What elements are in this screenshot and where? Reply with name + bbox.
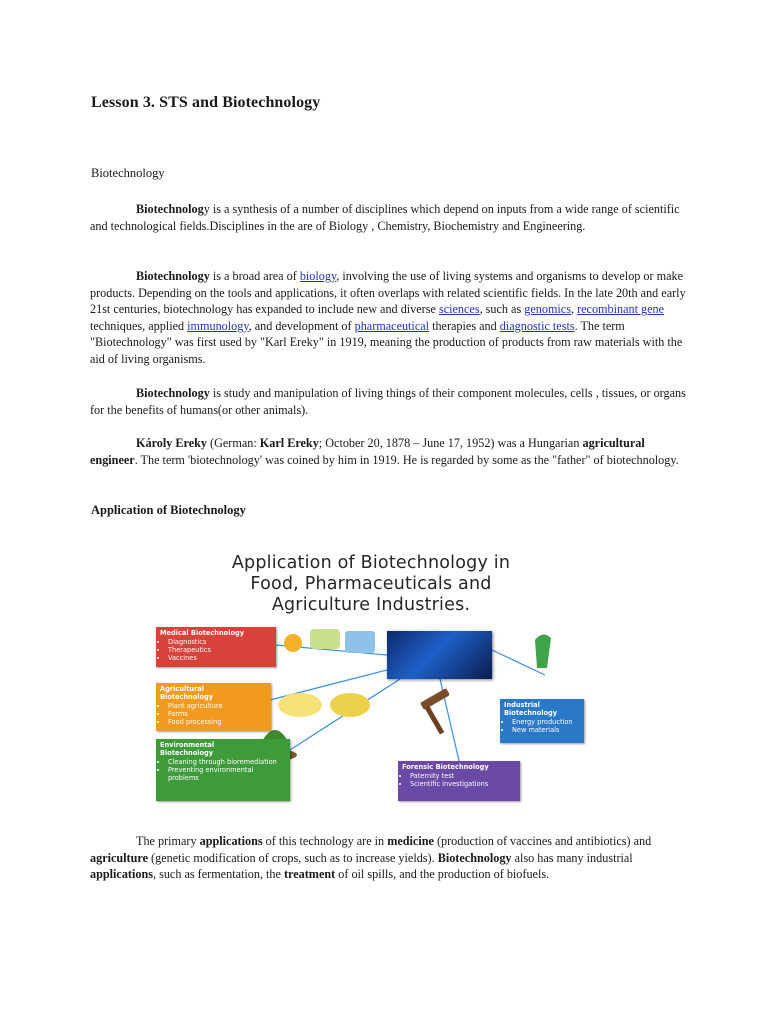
term-bold: treatment bbox=[283, 867, 336, 882]
term-bold: applications bbox=[199, 834, 263, 848]
box-item: • New materials bbox=[512, 726, 580, 734]
paragraph-text: therapies and bbox=[429, 318, 500, 333]
syringe-illustration bbox=[310, 629, 340, 649]
dna-cell-illustration bbox=[387, 631, 492, 679]
box-title: Industrial bbox=[504, 701, 540, 709]
paragraph-ereky bbox=[90, 435, 686, 468]
agricultural-biotech-box bbox=[156, 683, 271, 731]
term-bold: medicine bbox=[387, 834, 434, 848]
paragraph-text: ; October 20, 1878 – June 17, 1952) was a Hungarian bbox=[318, 436, 583, 450]
paragraph-text: of oil spills, and the production of biofuels. bbox=[335, 867, 550, 882]
paragraph-text: techniques, applied bbox=[90, 318, 188, 333]
lab-illustration bbox=[345, 631, 375, 653]
term-bold: Biotechnology bbox=[136, 269, 210, 283]
paragraph-applications bbox=[90, 833, 686, 883]
box-item: • Paternity test bbox=[410, 772, 516, 780]
application-heading: Application of Biotechnology bbox=[91, 503, 246, 517]
box-list bbox=[160, 638, 272, 662]
box-item: • Food processing bbox=[168, 718, 267, 726]
paragraph-broad-area bbox=[90, 268, 686, 368]
name-bold: Károly Ereky bbox=[136, 436, 207, 450]
term-bold: agricultural engineer bbox=[90, 436, 645, 467]
term-bold: Biotechnology bbox=[437, 850, 512, 865]
box-item: • Scientific investigations bbox=[410, 780, 516, 788]
fuel-pump-illustration bbox=[535, 634, 551, 668]
box-title: Agricultural bbox=[160, 685, 205, 693]
paragraph-text: is study and manipulation of living things of their component molecules, cells , tissues, or organs for the benefits of humans(or other animals). bbox=[90, 386, 686, 417]
medical-biotech-box bbox=[156, 627, 276, 667]
infographic-title-line: Agriculture Industries. bbox=[271, 595, 471, 615]
paragraph-text: of this technology are in bbox=[262, 834, 388, 848]
box-title: Environmental bbox=[160, 741, 215, 749]
box-title: Biotechnology bbox=[160, 749, 214, 757]
paragraph-text: , such as bbox=[479, 302, 525, 317]
paragraph-text: The primary bbox=[136, 834, 200, 848]
corn-illustration bbox=[278, 693, 322, 717]
industrial-biotech-box bbox=[500, 699, 584, 743]
box-list bbox=[504, 718, 580, 734]
link-pharmaceutical[interactable]: pharmaceutical bbox=[354, 318, 430, 333]
paragraph-definition bbox=[90, 201, 686, 234]
link-sciences[interactable]: sciences bbox=[438, 302, 480, 317]
page-title: Lesson 3. STS and Biotechnology bbox=[91, 94, 321, 111]
paragraph-study bbox=[90, 385, 686, 418]
infographic-title-line: Food, Pharmaceuticals and bbox=[250, 574, 492, 594]
term-bold: Biotechnolog bbox=[136, 202, 204, 216]
paragraph-text: , bbox=[570, 302, 578, 317]
paragraph-text: (genetic modification of crops, such as to increase yields). bbox=[148, 850, 438, 865]
forensic-biotech-box bbox=[398, 761, 520, 801]
box-title: Biotechnology bbox=[160, 693, 214, 701]
term-bold: Biotechnology bbox=[136, 386, 210, 400]
environmental-biotech-box bbox=[156, 739, 290, 801]
term-bold: agriculture bbox=[90, 850, 148, 865]
infographic-title-line: Application of Biotechnology in bbox=[231, 553, 511, 573]
box-list bbox=[160, 758, 286, 782]
paragraph-text: (German: bbox=[206, 436, 260, 450]
box-item: • Therapeutics bbox=[168, 646, 272, 654]
box-title: Medical Biotechnology bbox=[160, 629, 245, 637]
paragraph-text: , involving the use of living systems and organisms to develop or make products. Depending on the tools and applications, it often overlaps with related scientific fields. In the late 20th and early 21st centuries, biotechnology has expanded to include new and diverse bbox=[90, 269, 686, 317]
biotech-applications-infographic bbox=[150, 545, 592, 830]
link-biology[interactable]: biology bbox=[299, 269, 337, 283]
term-bold: applications bbox=[90, 867, 153, 882]
box-item: • Plant agriculture bbox=[168, 702, 267, 710]
box-item: • Vaccines bbox=[168, 654, 272, 662]
paragraph-text: also has many industrial bbox=[511, 850, 633, 865]
gavel-illustration bbox=[420, 688, 450, 710]
paragraph-text: (production of vaccines and antibiotics) and bbox=[433, 834, 652, 848]
box-list bbox=[160, 702, 267, 726]
link-recombinant-gene[interactable]: recombinant gene bbox=[577, 302, 665, 317]
box-item: • Farms bbox=[168, 710, 267, 718]
box-title: Forensic Biotechnology bbox=[402, 763, 489, 771]
box-title: Biotechnology bbox=[504, 709, 558, 717]
paragraph-text: . The term "Biotechnology" was first used by "Karl Ereky" in 1919, meaning the production of products from raw materials with the aid of living organisms. bbox=[90, 318, 683, 366]
pill-illustration bbox=[284, 634, 302, 652]
paragraph-text: . The term 'biotechnology' was coined by him in 1919. He is regarded by some as the "father" of biotechnology. bbox=[134, 452, 679, 467]
box-item: • Energy production bbox=[512, 718, 580, 726]
name-bold: Karl Ereky bbox=[259, 436, 319, 450]
paragraph-text: is a broad area of bbox=[209, 269, 300, 283]
box-item: • Cleaning through bioremediation bbox=[168, 758, 286, 766]
box-item: • Diagnostics bbox=[168, 638, 272, 646]
link-genomics[interactable]: genomics bbox=[524, 302, 571, 317]
paragraph-text: y is a synthesis of a number of disciplines which depend on inputs from a wide range of scientific and technological fields.Disciplines in the are of Biology , Chemistry, Biochemistry and Engineering. bbox=[90, 202, 680, 233]
paragraph-text: , such as fermentation, the bbox=[153, 867, 284, 882]
box-list bbox=[402, 772, 516, 788]
link-diagnostic-tests[interactable]: diagnostic tests bbox=[499, 318, 575, 333]
grain-illustration bbox=[330, 693, 370, 717]
box-item: • Preventing environmental problems bbox=[168, 766, 286, 782]
paragraph-text: , and development of bbox=[248, 318, 355, 333]
link-immunology[interactable]: immunology bbox=[187, 318, 249, 333]
section-heading: Biotechnology bbox=[91, 166, 165, 180]
